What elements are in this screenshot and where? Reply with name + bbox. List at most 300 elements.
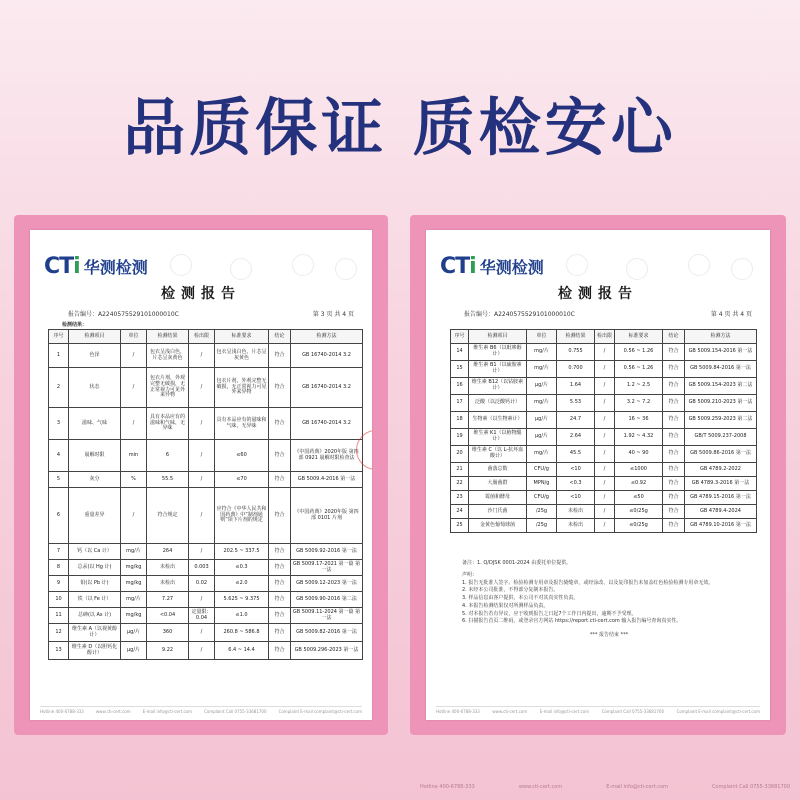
report-notes <box>462 560 756 640</box>
table-cell: 菌落总数 <box>469 463 527 477</box>
table-row <box>451 477 757 491</box>
table-row <box>451 361 757 378</box>
table-cell: 10 <box>49 592 69 608</box>
report-meta <box>68 309 354 318</box>
table-cell: GB 16740-2014 3.2 <box>291 368 363 408</box>
table-cell: mg/kg <box>121 576 147 592</box>
table-cell: 1 <box>49 344 69 368</box>
table-cell: 符合 <box>269 624 291 642</box>
table-cell: 24 <box>451 505 469 519</box>
table-cell: 9.22 <box>147 642 189 660</box>
column-header: 标准要求 <box>615 330 663 344</box>
table-cell: 未检出 <box>147 576 189 592</box>
watermark-seal <box>170 254 192 276</box>
column-header: 检测结果 <box>557 330 595 344</box>
page-indicator: 第 3 页 共 4 页 <box>312 311 354 318</box>
column-header: 检出限 <box>595 330 615 344</box>
footer-item: Hotline 400-6788-333 <box>40 709 84 714</box>
table-cell: / <box>595 344 615 361</box>
table-cell: 符合 <box>269 408 291 440</box>
table-cell: mg/片 <box>121 592 147 608</box>
table-cell: 260.8 ~ 586.8 <box>215 624 269 642</box>
table-cell: 未检出 <box>147 560 189 576</box>
table-cell: 5 <box>49 472 69 488</box>
table-cell: mg/kg <box>121 560 147 576</box>
report-footer <box>40 706 362 714</box>
column-header: 序号 <box>49 330 69 344</box>
table-cell: / <box>121 408 147 440</box>
statement-label: 声明： <box>462 571 478 578</box>
table-cell: 生物素（以生物素计） <box>469 412 527 429</box>
table-cell: 符合 <box>663 446 685 463</box>
table-cell: 9 <box>49 576 69 592</box>
table-cell: CFU/g <box>527 463 557 477</box>
table-cell: 符合 <box>663 519 685 533</box>
table-cell: / <box>189 440 215 472</box>
table-cell: 6 <box>49 488 69 544</box>
statement-list <box>462 580 756 627</box>
bottom-contact-strip <box>420 784 790 790</box>
table-cell: / <box>121 344 147 368</box>
statement-item: 2. 未经本公司批准，不得部分复制本报告。 <box>462 587 559 594</box>
watermark-seal <box>230 258 252 280</box>
table-cell: / <box>595 477 615 491</box>
table-cell: 钙（以 Ca 计） <box>69 544 121 560</box>
table-cell: 具有本品应有的滋味和气味，无异味 <box>147 408 189 440</box>
table-row <box>451 446 757 463</box>
table-cell: 15 <box>451 361 469 378</box>
column-header: 结论 <box>663 330 685 344</box>
table-cell: ≤70 <box>215 472 269 488</box>
headline: 品质保证 质检安心 <box>123 91 677 164</box>
table-cell: 0.56 ~ 1.26 <box>615 361 663 378</box>
table-row <box>49 472 363 488</box>
table-cell: 14 <box>451 344 469 361</box>
table-cell: ≤1000 <box>615 463 663 477</box>
column-header: 检测方法 <box>685 330 757 344</box>
table-cell: mg/片 <box>527 361 557 378</box>
table-cell: 202.5 ~ 337.5 <box>215 544 269 560</box>
left-report-page <box>30 230 372 720</box>
footer-item: Complaint Call 0755-33681700 <box>711 784 790 790</box>
table-cell: 符合 <box>269 576 291 592</box>
table-cell: ≤0.92 <box>615 477 663 491</box>
table-cell: 13 <box>49 642 69 660</box>
table-cell: 维生素 B6（以吡哆醇计） <box>469 344 527 361</box>
table-cell: 符合 <box>269 544 291 560</box>
left-report-frame <box>14 215 388 735</box>
table-cell: 2.64 <box>557 429 595 446</box>
statement-item: 5. 对本报告若有异议，应于收到报告之日起7个工作日内提出，逾期不予受理。 <box>462 610 637 617</box>
page-indicator: 第 4 页 共 4 页 <box>710 311 752 318</box>
table-row <box>49 592 363 608</box>
table-cell: 1.2 ~ 2.5 <box>615 378 663 395</box>
column-header: 检测项目 <box>69 330 121 344</box>
table-cell: 崩解时限 <box>69 440 121 472</box>
table-cell: μg/片 <box>121 642 147 660</box>
table-header-row <box>49 330 363 344</box>
table-cell: min <box>121 440 147 472</box>
footer-item: Hotline 400-6788-333 <box>436 709 480 714</box>
table-cell: GB 16740-2014 3.2 <box>291 344 363 368</box>
table-cell: GB 5009.259-2023 第二法 <box>685 412 757 429</box>
table-cell: 符合 <box>663 463 685 477</box>
results-table <box>450 329 757 533</box>
table-cell: / <box>189 642 215 660</box>
footer-item: www.cti-cert.com <box>95 709 131 714</box>
table-cell: μg/片 <box>527 412 557 429</box>
table-cell: μg/片 <box>121 624 147 642</box>
table-row <box>451 395 757 412</box>
table-cell: / <box>189 624 215 642</box>
report-meta <box>464 309 752 318</box>
table-cell: 5.53 <box>557 395 595 412</box>
table-cell: / <box>595 446 615 463</box>
table-cell: / <box>189 368 215 408</box>
watermark-seal <box>335 258 357 280</box>
table-cell: ≤60 <box>215 440 269 472</box>
table-cell: 色泽 <box>69 344 121 368</box>
table-cell: 8 <box>49 560 69 576</box>
column-header: 检测结果 <box>147 330 189 344</box>
table-cell: 维生素 B1（以硫胺素计） <box>469 361 527 378</box>
table-cell: 金黄色葡萄球菌 <box>469 519 527 533</box>
table-cell: GB 5009.82-2016 第一法 <box>291 624 363 642</box>
report-end: *** 报告结束 *** <box>589 632 629 638</box>
notes-head: 备注：1. Q/DJSK 0001-2024 由委托单位提供。 <box>462 560 572 566</box>
table-cell: 维生素 D（以胆钙化醇计） <box>69 642 121 660</box>
table-cell: 符合 <box>269 368 291 408</box>
table-cell: 0.700 <box>557 361 595 378</box>
footer-item: E-mail info@cti-cert.com <box>606 784 668 790</box>
table-cell: 铅(以 Pb 计) <box>69 576 121 592</box>
table-cell: <10 <box>557 463 595 477</box>
table-row <box>49 560 363 576</box>
table-cell: 25 <box>451 519 469 533</box>
table-cell: 符合 <box>663 429 685 446</box>
footer-item: Complaint E-mail complaint@cti-cert.com <box>278 709 362 714</box>
table-row <box>49 624 363 642</box>
right-report-page <box>426 230 770 720</box>
table-row <box>451 344 757 361</box>
table-cell: / <box>595 429 615 446</box>
column-header: 单位 <box>527 330 557 344</box>
cti-logo <box>44 254 148 279</box>
table-cell: 7.27 <box>147 592 189 608</box>
footer-item: Hotline 400-6788-333 <box>420 784 475 790</box>
cti-logo-mark: CTi <box>44 254 80 279</box>
table-cell: GB 4789.15-2016 第一法 <box>685 491 757 505</box>
table-cell: 包衣片剂，外观完整无破损，无正常视力可见外来异物 <box>215 368 269 408</box>
table-cell: GB 4789.3-2016 第一法 <box>685 477 757 491</box>
column-header: 结论 <box>269 330 291 344</box>
watermark-seal <box>292 254 314 276</box>
table-cell: 《中国药典》2020年版 第四部 0921 崩解时限检查法 <box>291 440 363 472</box>
table-row <box>49 642 363 660</box>
table-cell: 维生素 A（以视黄醇计） <box>69 624 121 642</box>
footer-item: Complaint Call 0755-33681700 <box>601 709 665 714</box>
table-cell: ≤1.0 <box>215 608 269 624</box>
table-cell: MPN/g <box>527 477 557 491</box>
table-cell: 铁（以 Fe 计） <box>69 592 121 608</box>
table-cell: 沙门氏菌 <box>469 505 527 519</box>
table-row <box>49 608 363 624</box>
table-row <box>49 368 363 408</box>
table-cell: GB 4789.4-2024 <box>685 505 757 519</box>
table-cell: ≤0.3 <box>215 560 269 576</box>
table-cell: GB 5009.12-2023 第一法 <box>291 576 363 592</box>
table-cell: mg/片 <box>527 446 557 463</box>
table-cell: / <box>595 519 615 533</box>
table-cell: 0.56 ~ 1.26 <box>615 344 663 361</box>
table-cell: 符合 <box>269 440 291 472</box>
table-cell: 符合 <box>663 378 685 395</box>
table-cell: 17 <box>451 395 469 412</box>
table-row <box>49 344 363 368</box>
table-cell: ≤0/25g <box>615 519 663 533</box>
table-cell: <0.3 <box>557 477 595 491</box>
table-cell: 包衣片剂，外观完整无破损，无正常视力可见外来异物 <box>147 368 189 408</box>
table-cell: / <box>121 368 147 408</box>
table-cell: <0.04 <box>147 608 189 624</box>
table-cell: 4 <box>49 440 69 472</box>
table-cell: 符合规定 <box>147 488 189 544</box>
column-header: 序号 <box>451 330 469 344</box>
table-cell: / <box>189 472 215 488</box>
table-cell: 20 <box>451 446 469 463</box>
results-subhead: 检测结果： <box>62 322 88 328</box>
right-report-frame <box>410 215 786 735</box>
table-cell: 1.64 <box>557 378 595 395</box>
table-cell: GB 5009.17-2021 第一篇 第一法 <box>291 560 363 576</box>
table-cell: GB 4789.10-2016 第一法 <box>685 519 757 533</box>
statement-item: 6. 扫描报告首页二维码，或登录官方网站 https://report.cti-cert.com 输入报告编号查询真实性。 <box>462 618 682 625</box>
footer-item: E-mail info@cti-cert.com <box>539 709 590 714</box>
footer-item: www.cti-cert.com <box>492 709 528 714</box>
table-cell: GB 5009.84-2016 第一法 <box>685 361 757 378</box>
table-cell: / <box>595 361 615 378</box>
table-cell: 具有本品应有的滋味和气味，无异味 <box>215 408 269 440</box>
table-cell: GB 5009.86-2016 第一法 <box>685 446 757 463</box>
table-cell: 维生素 K1（以植物醌计） <box>469 429 527 446</box>
table-row <box>49 440 363 472</box>
table-cell: 符合 <box>663 477 685 491</box>
table-cell: 24.7 <box>557 412 595 429</box>
table-cell: GB 5009.11-2024 第一篇 第一法 <box>291 608 363 624</box>
table-cell: 维生素 B12（以钴胺素计） <box>469 378 527 395</box>
cti-logo-name: 华测检测 <box>83 258 148 277</box>
table-cell: / <box>595 378 615 395</box>
table-cell: 360 <box>147 624 189 642</box>
table-cell: μg/片 <box>527 429 557 446</box>
table-cell: 泛酸（以泛酸钙计） <box>469 395 527 412</box>
table-cell: 符合 <box>269 642 291 660</box>
table-cell: / <box>595 505 615 519</box>
table-cell: 灰分 <box>69 472 121 488</box>
table-cell: 《中国药典》2020年版 第四部 0101 片剂 <box>291 488 363 544</box>
table-cell: % <box>121 472 147 488</box>
table-cell: 霉菌和酵母 <box>469 491 527 505</box>
table-cell: 符合 <box>663 361 685 378</box>
table-cell: 包衣呈浅白色，片芯呈灰黄色 <box>147 344 189 368</box>
report-footer <box>436 706 760 714</box>
cti-logo <box>440 254 544 279</box>
column-header: 检测项目 <box>469 330 527 344</box>
table-cell: 符合 <box>269 560 291 576</box>
table-cell: / <box>189 344 215 368</box>
column-header: 检测方法 <box>291 330 363 344</box>
table-cell: / <box>595 463 615 477</box>
cti-logo-name: 华测检测 <box>479 258 544 277</box>
table-cell: 264 <box>147 544 189 560</box>
report-title: 检测报告 <box>558 286 638 302</box>
table-cell: 2 <box>49 368 69 408</box>
table-cell: 16 ~ 36 <box>615 412 663 429</box>
statement-item: 1. 报告无批准人签字、检验检测专用章及报告骑缝章，或经涂改、以及复印报告未加盖红色检验检测专用章无效。 <box>462 579 714 586</box>
table-cell: GB 5009.90-2016 第二法 <box>291 592 363 608</box>
table-cell: 40 ~ 90 <box>615 446 663 463</box>
table-cell: 大肠菌群 <box>469 477 527 491</box>
table-row <box>451 505 757 519</box>
results-table <box>48 329 363 660</box>
table-cell: 状态 <box>69 368 121 408</box>
table-cell: /25g <box>527 505 557 519</box>
column-header: 单位 <box>121 330 147 344</box>
table-cell: ≤50 <box>615 491 663 505</box>
table-cell: mg/kg <box>121 608 147 624</box>
table-cell: / <box>121 488 147 544</box>
table-cell: <10 <box>557 491 595 505</box>
table-cell: /25g <box>527 519 557 533</box>
table-cell: 符合 <box>663 412 685 429</box>
column-header: 标准要求 <box>215 330 269 344</box>
table-cell: 23 <box>451 491 469 505</box>
table-cell: 重量差异 <box>69 488 121 544</box>
table-cell: 滋味、气味 <box>69 408 121 440</box>
footer-item: www.cti-cert.com <box>518 784 563 790</box>
table-cell: / <box>189 408 215 440</box>
table-header-row <box>451 330 757 344</box>
table-cell: GB 16740-2014 3.2 <box>291 408 363 440</box>
table-cell: 12 <box>49 624 69 642</box>
table-row <box>451 412 757 429</box>
table-row <box>49 576 363 592</box>
table-cell: 总砷(以 As 计) <box>69 608 121 624</box>
table-cell: 6 <box>147 440 189 472</box>
table-row <box>451 491 757 505</box>
watermark-seal <box>688 254 710 276</box>
table-cell: 11 <box>49 608 69 624</box>
table-cell: 符合 <box>269 608 291 624</box>
table-cell: 符合 <box>663 344 685 361</box>
table-cell: μg/片 <box>527 378 557 395</box>
table-cell: 3.2 ~ 7.2 <box>615 395 663 412</box>
table-cell: 21 <box>451 463 469 477</box>
table-cell: 0.02 <box>189 576 215 592</box>
table-cell: 16 <box>451 378 469 395</box>
table-row <box>49 544 363 560</box>
table-cell: / <box>189 488 215 544</box>
table-cell: mg/片 <box>121 544 147 560</box>
table-cell: / <box>189 592 215 608</box>
table-cell: GB 5009.92-2016 第一法 <box>291 544 363 560</box>
table-cell: 55.5 <box>147 472 189 488</box>
watermark-seal <box>566 254 588 276</box>
table-cell: 定量限：0.04 <box>189 608 215 624</box>
table-cell: 0.003 <box>189 560 215 576</box>
table-cell: 18 <box>451 412 469 429</box>
watermark-seal <box>626 258 648 280</box>
table-cell: ≤2.0 <box>215 576 269 592</box>
table-cell: 5.625 ~ 9.375 <box>215 592 269 608</box>
table-cell: GB 4789.2-2022 <box>685 463 757 477</box>
table-cell: 6.4 ~ 14.4 <box>215 642 269 660</box>
table-cell: 未检出 <box>557 519 595 533</box>
watermark-seal <box>731 258 753 280</box>
report-number: 报告编号：A2240575529101000010C <box>464 311 575 318</box>
statement-item: 3. 样品信息由客户提供，本公司不对其真实性负责。 <box>462 595 579 601</box>
statement-item: 4. 本报告检测结果仅对所测样品负责。 <box>462 602 549 609</box>
column-header: 检出限 <box>189 330 215 344</box>
table-cell: 0.755 <box>557 344 595 361</box>
footer-item: E-mail info@cti-cert.com <box>142 709 193 714</box>
table-cell: 符合 <box>269 344 291 368</box>
table-row <box>451 463 757 477</box>
table-cell: 维生素 C（以 L-抗坏血酸计） <box>469 446 527 463</box>
table-row <box>49 408 363 440</box>
table-cell: 应符合《中华人民共和国药典》中“制剂通则”项下片剂的规定 <box>215 488 269 544</box>
table-cell: ≤0/25g <box>615 505 663 519</box>
footer-item: Complaint Call 0755-33681700 <box>204 709 267 714</box>
cti-logo-mark: CTi <box>440 254 476 279</box>
table-cell: / <box>595 412 615 429</box>
report-title: 检测报告 <box>161 286 241 302</box>
table-row <box>451 519 757 533</box>
table-cell: GB 5009.210-2023 第一法 <box>685 395 757 412</box>
table-cell: 1.92 ~ 4.32 <box>615 429 663 446</box>
table-cell: 总汞(以 Hg 计) <box>69 560 121 576</box>
table-cell: GB 5009.4-2016 第一法 <box>291 472 363 488</box>
table-cell: 符合 <box>269 592 291 608</box>
report-number: 报告编号：A2240575529101000010C <box>68 311 179 318</box>
table-cell: 未检出 <box>557 505 595 519</box>
table-cell: 7 <box>49 544 69 560</box>
table-cell: / <box>189 544 215 560</box>
table-cell: mg/片 <box>527 344 557 361</box>
table-cell: 包衣呈浅白色，片芯呈灰黄色 <box>215 344 269 368</box>
table-row <box>451 378 757 395</box>
table-cell: GB 5009.154-2016 第一法 <box>685 344 757 361</box>
table-cell: 符合 <box>663 491 685 505</box>
table-cell: 3 <box>49 408 69 440</box>
table-cell: 19 <box>451 429 469 446</box>
table-cell: GB/T 5009.237-2008 <box>685 429 757 446</box>
table-cell: 符合 <box>663 505 685 519</box>
table-cell: / <box>595 491 615 505</box>
table-row <box>451 429 757 446</box>
table-cell: mg/片 <box>527 395 557 412</box>
table-cell: 45.5 <box>557 446 595 463</box>
table-cell: 符合 <box>269 472 291 488</box>
footer-item: Complaint E-mail complaint@cti-cert.com <box>676 709 760 714</box>
table-cell: / <box>595 395 615 412</box>
table-cell: 符合 <box>269 488 291 544</box>
table-cell: 22 <box>451 477 469 491</box>
table-cell: CFU/g <box>527 491 557 505</box>
table-row <box>49 488 363 544</box>
table-cell: 符合 <box>663 395 685 412</box>
table-cell: GB 5009.296-2023 第一法 <box>291 642 363 660</box>
